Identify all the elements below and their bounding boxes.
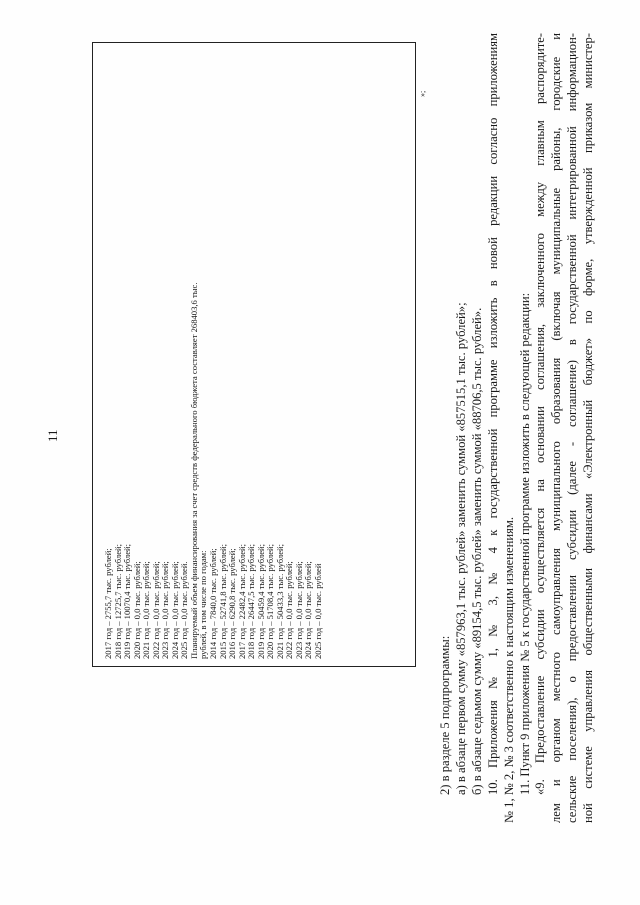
- table-line: 2022 год – 0,0 тыс. рублей;: [150, 561, 161, 659]
- table-cell-funding: [104, 119, 324, 659]
- table-line: 2018 год – 12725,7 тыс. рублей;: [112, 544, 123, 659]
- paragraph-line: б) в абзаце седьмом сумму «89154,5 тыс. рублей» заменить суммой «88706,5 тыс. рублей».: [469, 307, 484, 795]
- table-line: 2014 год – 7840,0 тыс. рублей;: [208, 548, 219, 659]
- paragraph-line: 10. Приложения № 1, № 3, № 4 к государственной программе изложить в новой редакции согласно приложениям: [485, 33, 500, 795]
- table-line: 2023 год – 0,0 тыс. рублей;: [293, 561, 304, 659]
- table-line: 2019 год – 10070,4 тыс. рублей;: [122, 544, 133, 659]
- quote-end-mark: »;: [418, 90, 427, 97]
- paragraph-line: ной системе управления общественными финансами «Электронный бюджет» по форме, утвержденной приказом министер-: [581, 33, 596, 823]
- paragraph-line: сельские поселения), о предоставлении субсидии (далее - соглашение) в государственной интегрированной информацион-: [565, 33, 580, 823]
- paragraph-line: 2) в разделе 5 подпрограммы:: [438, 635, 452, 795]
- table-line: 2017 год – 2755,7 тыс. рублей;: [103, 548, 113, 659]
- table-line: 2019 год – 50459,4 тыс. рублей;: [255, 544, 266, 659]
- table-line: 2018 год – 26447,5 тыс. рублей;: [246, 544, 257, 659]
- page-number: 11: [45, 429, 60, 442]
- document-body: [438, 33, 597, 823]
- paragraph-line: а) в абзаце первом сумму «857963,1 тыс. рублей» заменить суммой «857515,1 тыс. рублей»;: [453, 302, 468, 795]
- table-line: рублей, в том числе по годам:: [198, 550, 209, 659]
- paragraph-line: № 1, № 2, № 3 соответственно к настоящим изменениям.: [501, 517, 516, 823]
- table-line: 2017 год – 22482,4 тыс. рублей;: [236, 544, 247, 659]
- paragraph-line: 11. Пункт 9 приложения № 5 к государственной программе изложить в следующей редакции:: [517, 292, 532, 795]
- table-line: 2020 год – 51708,4 тыс. рублей;: [265, 544, 276, 659]
- paragraph-line: лем и органом местного самоуправления муниципального образования (включая муниципальные районы, городские и: [549, 33, 564, 823]
- table-line: 2024 год – 0,0 тыс. рублей;: [169, 561, 180, 659]
- table-line: Планируемый объем финансирования за счет средств федерального бюджета составляет 268403,6 тыс.: [188, 282, 199, 659]
- table-line: 2025 год – 0,0 тыс. рублей.: [179, 561, 190, 659]
- table-line: 2015 год – 52741,8 тыс. рублей;: [217, 544, 228, 659]
- table-line: 2021 год – 0,0 тыс. рублей;: [141, 561, 152, 659]
- table-line: 2016 год – 6290,8 тыс. рублей;: [227, 548, 238, 659]
- table-line: 2022 год – 0,0 тыс. рублей;: [284, 561, 295, 659]
- paragraph-line: «9. Предоставление субсидии осуществляется на основании соглашения, заключенного между главным распорядите-: [533, 33, 548, 795]
- table-line: 2020 год – 0,0 тыс. рублей;: [131, 561, 142, 659]
- table-line: 2021 год – 50433,3 тыс. рублей;: [274, 544, 285, 659]
- table-line: 2025 год – 0,0 тыс. рублей: [313, 563, 324, 659]
- table-line: 2024 год – 0,0 тыс. рублей;: [303, 561, 314, 659]
- table-line: 2023 год – 0,0 тыс. рублей;: [160, 561, 171, 659]
